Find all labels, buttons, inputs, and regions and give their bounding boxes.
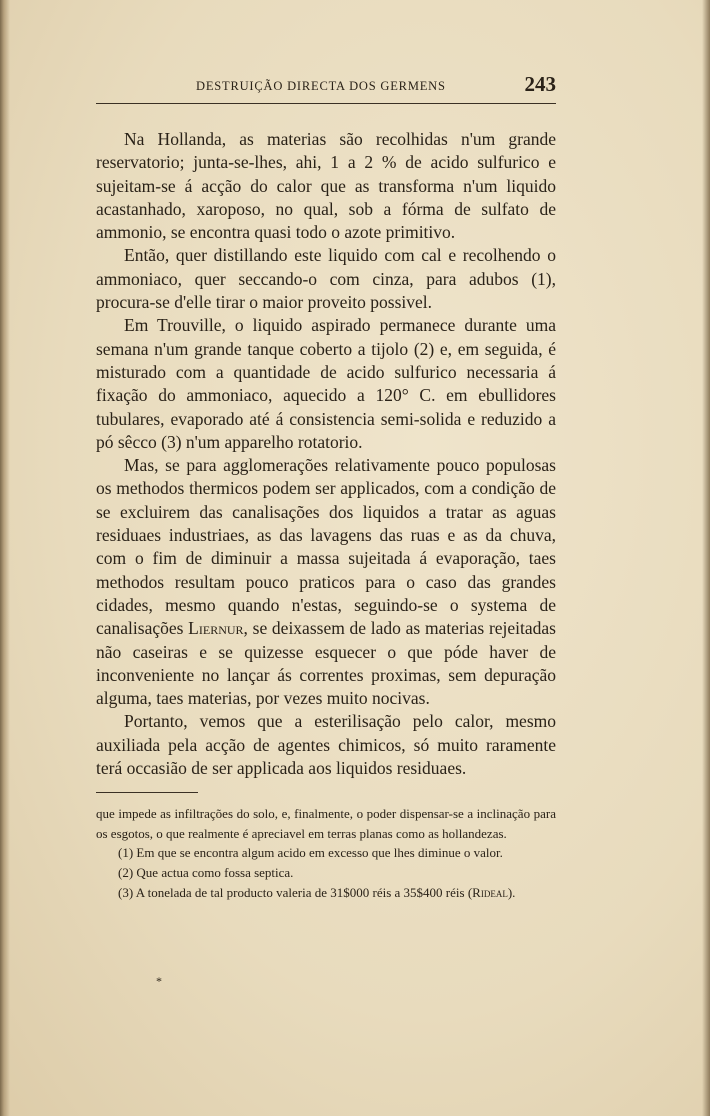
paragraph-entao: Então, quer distillando este liquido com cal e recolhendo o ammoniaco, quer seccando-o com cinza, para adubos (1), procura-se d'elle tirar o maior proveito possivel. <box>96 245 556 313</box>
footnote-3 <box>96 883 556 903</box>
paragraph-trouville: Em Trouville, o liquido aspirado permanece durante uma semana n'um grande tanque coberto a tijolo (2) e, em seguida, é misturado com a quantidade de acido sulfurico necessaria á fixação do ammoniaco, aquecido a 120° C. em ebullidores tubulares, evaporado até á consistencia semi-solida e reduzido a pó sêcco (3) n'um apparelho rotatorio. <box>96 315 556 452</box>
body-text <box>96 128 556 780</box>
ornament-mark: * <box>156 974 162 988</box>
footnote-text: (3) A tonelada de tal producto valeria de 31$000 réis a 35$400 réis ( <box>118 884 473 900</box>
page-edge-shadow <box>702 0 710 1116</box>
author-name-liernur: Liernur <box>188 618 244 639</box>
running-title: DESTRUIÇÃO DIRECTA DOS GERMENS <box>196 79 446 93</box>
page-header <box>196 72 556 104</box>
paragraph-hollanda: Na Hollanda, as materias são recolhidas n'um grande reservatorio; junta-se-lhes, ahi, 1 a 2 % de acido sulfurico e sujeitam-se á acção do calor que as transforma n'um liquido acastanhado, xaroposo, no qual, sob a fórma de sulfato de ammonio, se encontra quasi todo o azote primitivo. <box>96 129 556 243</box>
paragraph-text: Mas, se para agglomerações relativamente pouco populosas os methodos thermicos podem ser applicados, com a condição de se excluirem das canalisações dos liquidos a tratar as aguas residuaes industriaes, as das lavagens das ruas e as da chuva, com o fim de diminuir a massa sujeitada á evaporação, taes methodos resultam pouco praticos para o caso das grandes cidades, mesmo quando n'estas, seguindo-se o systema de canalisações <box>96 455 556 639</box>
paragraph-agglomeracoes <box>96 454 556 710</box>
footnote-rule <box>96 792 198 793</box>
paragraph-portanto: Portanto, vemos que a esterilisação pelo calor, mesmo auxiliada pela acção de agentes chimicos, só muito raramente terá occasião de ser applicada aos liquidos residuaes. <box>96 711 556 779</box>
footnote-text: ). <box>507 884 516 900</box>
footnote-1: (1) Em que se encontra algum acido em excesso que lhes diminue o valor. <box>118 845 503 861</box>
footnote-2: (2) Que actua como fossa septica. <box>118 865 294 881</box>
page-binding-shadow <box>0 0 10 1116</box>
author-name-rideal: Rideal <box>472 884 508 900</box>
header-rule <box>96 103 556 104</box>
footnote-continuation: que impede as infiltrações do solo, e, finalmente, o poder dispensar-se a inclinação para os esgotos, o que realmente é apreciavel em terras planas como as hollandezas. <box>96 806 556 841</box>
paragraph-text: , se deixassem de lado as materias rejeitadas não caseiras e se quizesse esquecer o que póde haver de inconveniente no lançar ás correntes proximas, sem depuração alguma, taes materias, por vezes muito nocivas. <box>96 618 556 709</box>
footnotes <box>96 804 556 903</box>
page-number: 243 <box>524 72 556 96</box>
